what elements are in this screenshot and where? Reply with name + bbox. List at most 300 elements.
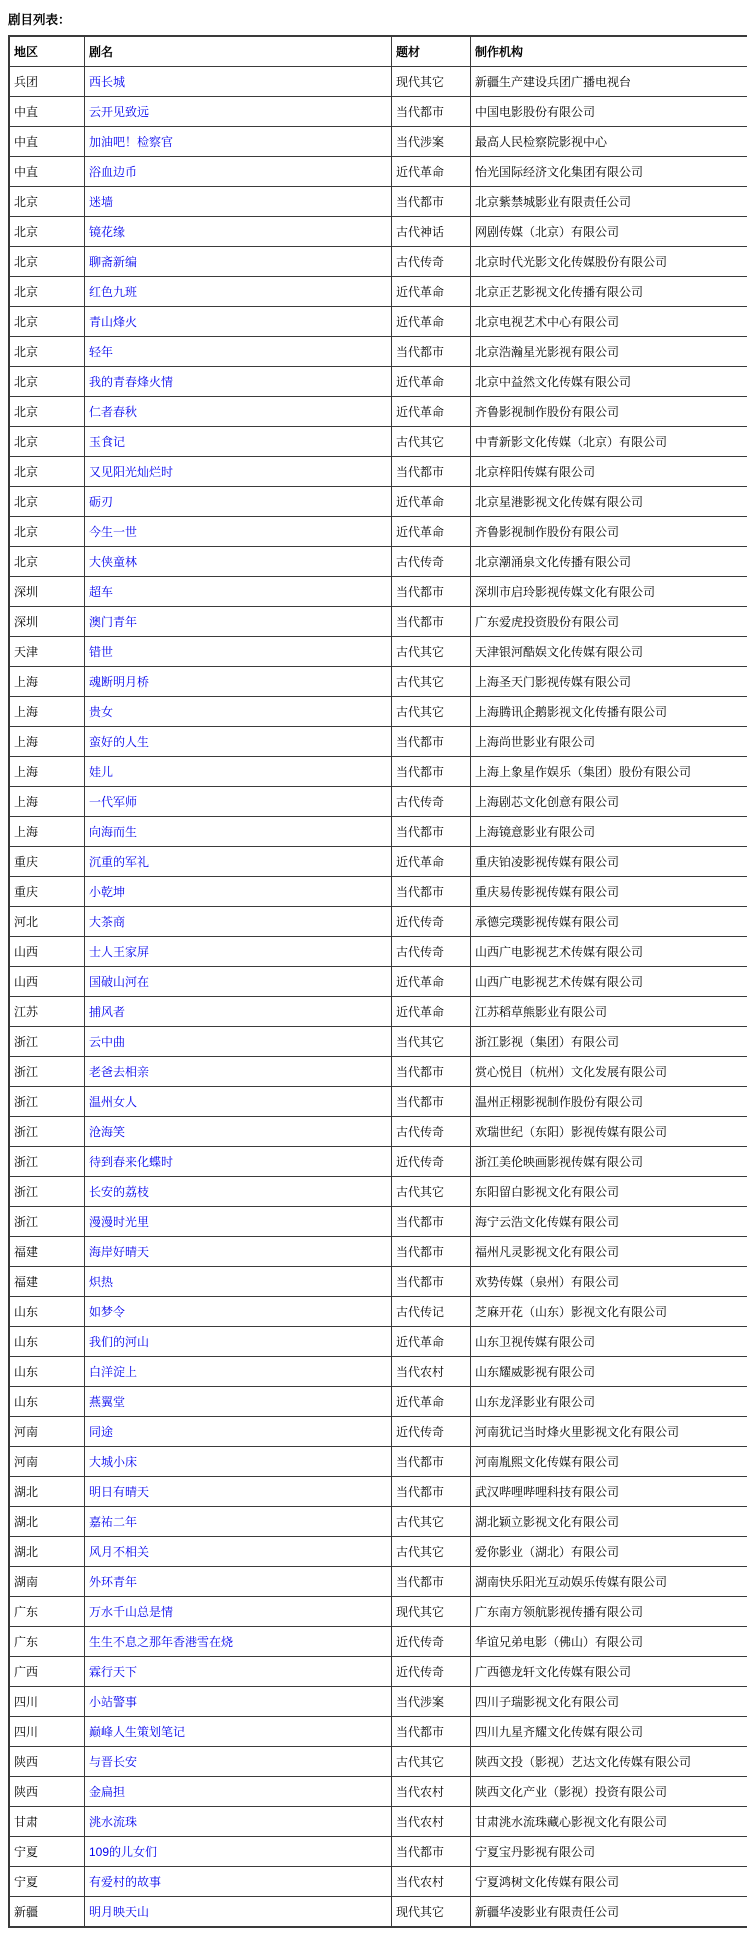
genre-cell: 当代都市 [392,457,471,487]
genre-cell: 当代都市 [392,1717,471,1747]
producer-cell: 中青新影文化传媒（北京）有限公司 [471,427,747,457]
region-cell: 中直 [9,127,85,157]
drama-title-link[interactable]: 炽热 [89,1275,113,1289]
table-row [9,967,747,997]
table-row [9,337,747,367]
producer-cell: 北京潮涌泉文化传播有限公司 [471,547,747,577]
title-cell [85,1747,392,1777]
drama-title-link[interactable]: 超车 [89,585,113,599]
genre-cell: 近代革命 [392,277,471,307]
region-cell: 湖北 [9,1477,85,1507]
region-cell: 浙江 [9,1057,85,1087]
genre-cell: 当代涉案 [392,1687,471,1717]
genre-cell: 近代革命 [392,1387,471,1417]
producer-cell: 陕西文投（影视）艺达文化传媒有限公司 [471,1747,747,1777]
producer-cell: 上海尚世影业有限公司 [471,727,747,757]
region-cell: 上海 [9,727,85,757]
region-cell: 北京 [9,187,85,217]
region-cell: 四川 [9,1717,85,1747]
drama-title-link[interactable]: 温州女人 [89,1095,137,1109]
title-cell [85,1027,392,1057]
program-table-header [9,36,747,67]
title-cell [85,907,392,937]
title-cell [85,277,392,307]
title-cell [85,1177,392,1207]
table-row [9,97,747,127]
table-row [9,607,747,637]
genre-cell: 古代传奇 [392,1117,471,1147]
drama-title-link[interactable]: 我们的河山 [89,1335,149,1349]
region-cell: 河北 [9,907,85,937]
region-cell: 浙江 [9,1027,85,1057]
table-row [9,307,747,337]
title-cell [85,217,392,247]
genre-cell: 当代都市 [392,1057,471,1087]
producer-cell: 湖南快乐阳光互动娱乐传媒有限公司 [471,1567,747,1597]
region-cell: 北京 [9,367,85,397]
producer-cell: 欢势传媒（泉州）有限公司 [471,1267,747,1297]
genre-cell: 近代传奇 [392,1147,471,1177]
drama-title-link[interactable]: 浴血边币 [89,165,137,179]
table-row [9,877,747,907]
table-row [9,1297,747,1327]
genre-cell: 古代其它 [392,1537,471,1567]
producer-cell: 广西德龙轩文化传媒有限公司 [471,1657,747,1687]
region-cell: 上海 [9,697,85,727]
producer-cell: 怡光国际经济文化集团有限公司 [471,157,747,187]
table-row [9,1747,747,1777]
title-cell [85,697,392,727]
genre-cell: 古代神话 [392,217,471,247]
drama-title-link[interactable]: 有爱村的故事 [89,1875,161,1889]
table-row [9,367,747,397]
drama-title-link[interactable]: 漫漫时光里 [89,1215,149,1229]
title-cell [85,337,392,367]
region-cell: 浙江 [9,1207,85,1237]
region-cell: 山东 [9,1327,85,1357]
title-cell [85,1837,392,1867]
genre-cell: 古代传奇 [392,247,471,277]
drama-title-link[interactable]: 如梦令 [89,1305,125,1319]
table-row [9,1237,747,1267]
drama-title-link[interactable]: 西长城 [89,75,125,89]
genre-cell: 近代革命 [392,157,471,187]
table-row [9,157,747,187]
region-cell: 北京 [9,487,85,517]
genre-cell: 当代都市 [392,1087,471,1117]
producer-cell: 浙江美伦映画影视传媒有限公司 [471,1147,747,1177]
region-cell: 四川 [9,1687,85,1717]
drama-title-link[interactable]: 仁者春秋 [89,405,137,419]
producer-cell: 芝麻开花（山东）影视文化有限公司 [471,1297,747,1327]
drama-title-link[interactable]: 与晋长安 [89,1755,137,1769]
genre-cell: 近代革命 [392,967,471,997]
drama-title-link[interactable]: 明日有晴天 [89,1485,149,1499]
region-cell: 上海 [9,787,85,817]
producer-cell: 北京中益然文化传媒有限公司 [471,367,747,397]
region-cell: 湖南 [9,1567,85,1597]
title-cell [85,1807,392,1837]
title-cell [85,1237,392,1267]
producer-cell: 东阳留白影视文化有限公司 [471,1177,747,1207]
drama-title-link[interactable]: 加油吧！检察官 [89,135,173,149]
region-cell: 山西 [9,967,85,997]
table-row [9,847,747,877]
table-row [9,487,747,517]
genre-cell: 当代涉案 [392,127,471,157]
producer-cell: 武汉哔哩哔哩科技有限公司 [471,1477,747,1507]
title-cell [85,1567,392,1597]
header-row [9,36,747,67]
region-cell: 北京 [9,337,85,367]
title-cell [85,997,392,1027]
table-row [9,1447,747,1477]
title-cell [85,67,392,97]
genre-cell: 古代其它 [392,637,471,667]
region-cell: 浙江 [9,1147,85,1177]
genre-cell: 近代传奇 [392,1657,471,1687]
genre-cell: 当代都市 [392,1447,471,1477]
genre-cell: 古代其它 [392,1747,471,1777]
genre-cell: 当代都市 [392,817,471,847]
table-row [9,577,747,607]
drama-title-link[interactable]: 砺刃 [89,495,113,509]
title-cell [85,1447,392,1477]
producer-cell: 爱你影业（湖北）有限公司 [471,1537,747,1567]
region-cell: 宁夏 [9,1867,85,1897]
table-row [9,907,747,937]
title-cell [85,157,392,187]
region-cell: 北京 [9,397,85,427]
drama-title-link[interactable]: 云中曲 [89,1035,125,1049]
region-cell: 浙江 [9,1117,85,1147]
program-table [8,35,747,1928]
table-row [9,427,747,457]
drama-title-link[interactable]: 白洋淀上 [89,1365,137,1379]
producer-cell: 上海圣天门影视传媒有限公司 [471,667,747,697]
genre-cell: 近代传奇 [392,1417,471,1447]
region-cell: 上海 [9,757,85,787]
genre-cell: 当代都市 [392,1567,471,1597]
drama-title-link[interactable]: 魂断明月桥 [89,675,149,689]
drama-title-link[interactable]: 沧海笑 [89,1125,125,1139]
title-cell [85,877,392,907]
drama-title-link[interactable]: 小乾坤 [89,885,125,899]
producer-cell: 江苏稻草熊影业有限公司 [471,997,747,1027]
table-row [9,1777,747,1807]
genre-cell: 古代传记 [392,1297,471,1327]
table-row [9,1807,747,1837]
producer-cell: 上海镜意影业有限公司 [471,817,747,847]
genre-cell: 当代都市 [392,1237,471,1267]
drama-title-link[interactable]: 海岸好晴天 [89,1245,149,1259]
table-row [9,1597,747,1627]
region-cell: 中直 [9,157,85,187]
producer-cell: 陕西文化产业（影视）投资有限公司 [471,1777,747,1807]
genre-cell: 近代革命 [392,517,471,547]
title-cell [85,187,392,217]
producer-cell: 齐鲁影视制作股份有限公司 [471,397,747,427]
drama-title-link[interactable]: 轻年 [89,345,113,359]
drama-title-link[interactable]: 万水千山总是情 [89,1605,173,1619]
producer-cell: 上海上象星作娱乐（集团）股份有限公司 [471,757,747,787]
producer-cell: 深圳市启玲影视传媒文化有限公司 [471,577,747,607]
producer-cell: 中国电影股份有限公司 [471,97,747,127]
region-cell: 北京 [9,307,85,337]
drama-title-link[interactable]: 大城小床 [89,1455,137,1469]
drama-title-link[interactable]: 云开见致远 [89,105,149,119]
region-cell: 上海 [9,667,85,697]
region-cell: 深圳 [9,607,85,637]
producer-cell: 宁夏鸿树文化传媒有限公司 [471,1867,747,1897]
title-cell [85,1417,392,1447]
genre-cell: 现代其它 [392,1897,471,1928]
drama-title-link[interactable]: 红色九班 [89,285,137,299]
title-cell [85,967,392,997]
genre-cell: 当代都市 [392,1837,471,1867]
region-cell: 山东 [9,1357,85,1387]
drama-title-link[interactable]: 明月映天山 [89,1905,149,1919]
producer-cell: 北京电视艺术中心有限公司 [471,307,747,337]
table-row [9,1897,747,1928]
region-cell: 广西 [9,1657,85,1687]
drama-title-link[interactable]: 大侠童林 [89,555,137,569]
producer-cell: 新疆华凌影业有限责任公司 [471,1897,747,1928]
region-cell: 山东 [9,1297,85,1327]
region-cell: 江苏 [9,997,85,1027]
drama-title-link[interactable]: 同途 [89,1425,113,1439]
region-cell: 山东 [9,1387,85,1417]
table-row [9,667,747,697]
region-cell: 重庆 [9,877,85,907]
region-cell: 北京 [9,457,85,487]
producer-cell: 北京正艺影视文化传播有限公司 [471,277,747,307]
title-cell [85,1627,392,1657]
table-row [9,1057,747,1087]
drama-title-link[interactable]: 巅峰人生策划笔记 [89,1725,185,1739]
drama-title-link[interactable]: 捕风者 [89,1005,125,1019]
drama-title-link[interactable]: 长安的荔枝 [89,1185,149,1199]
title-cell [85,247,392,277]
drama-title-link[interactable]: 娃儿 [89,765,113,779]
region-cell: 重庆 [9,847,85,877]
title-cell [85,1057,392,1087]
table-row [9,1327,747,1357]
table-row [9,727,747,757]
title-cell [85,607,392,637]
drama-title-link[interactable]: 向海而生 [89,825,137,839]
drama-title-link[interactable]: 生生不息之那年香港雪在烧 [89,1635,233,1649]
title-cell [85,847,392,877]
table-row [9,1687,747,1717]
genre-cell: 当代农村 [392,1807,471,1837]
drama-title-link[interactable]: 大茶商 [89,915,125,929]
title-cell [85,517,392,547]
table-row [9,1147,747,1177]
drama-title-link[interactable]: 燕翼堂 [89,1395,125,1409]
header-title: 剧名 [85,36,392,67]
title-cell [85,127,392,157]
region-cell: 陕西 [9,1747,85,1777]
title-cell [85,397,392,427]
drama-title-link[interactable]: 贵女 [89,705,113,719]
producer-cell: 新疆生产建设兵团广播电视台 [471,67,747,97]
region-cell: 广东 [9,1597,85,1627]
table-row [9,1657,747,1687]
drama-title-link[interactable]: 我的青春烽火情 [89,375,173,389]
producer-cell: 最高人民检察院影视中心 [471,127,747,157]
producer-cell: 齐鲁影视制作股份有限公司 [471,517,747,547]
genre-cell: 当代都市 [392,1477,471,1507]
genre-cell: 近代革命 [392,367,471,397]
producer-cell: 湖北颖立影视文化有限公司 [471,1507,747,1537]
region-cell: 上海 [9,817,85,847]
producer-cell: 甘肃洮水流珠藏心影视文化有限公司 [471,1807,747,1837]
table-row [9,1027,747,1057]
title-cell [85,427,392,457]
region-cell: 广东 [9,1627,85,1657]
producer-cell: 河南胤熙文化传媒有限公司 [471,1447,747,1477]
genre-cell: 近代传奇 [392,1627,471,1657]
genre-cell: 古代传奇 [392,937,471,967]
drama-title-link[interactable]: 蛮好的人生 [89,735,149,749]
drama-title-link[interactable]: 镜花缘 [89,225,125,239]
table-row [9,187,747,217]
drama-title-link[interactable]: 洮水流珠 [89,1815,137,1829]
producer-cell: 温州正栩影视制作股份有限公司 [471,1087,747,1117]
drama-title-link[interactable]: 老爸去相亲 [89,1065,149,1079]
drama-title-link[interactable]: 国破山河在 [89,975,149,989]
title-cell [85,787,392,817]
title-cell [85,817,392,847]
table-row [9,787,747,817]
producer-cell: 天津银河酷娱文化传媒有限公司 [471,637,747,667]
producer-cell: 网剧传媒（北京）有限公司 [471,217,747,247]
region-cell: 河南 [9,1417,85,1447]
producer-cell: 北京时代光影文化传媒股份有限公司 [471,247,747,277]
title-cell [85,1507,392,1537]
genre-cell: 近代革命 [392,307,471,337]
title-cell [85,1867,392,1897]
drama-title-link[interactable]: 迷墙 [89,195,113,209]
genre-cell: 古代其它 [392,1177,471,1207]
region-cell: 北京 [9,217,85,247]
drama-title-link[interactable]: 外环青年 [89,1575,137,1589]
title-cell [85,97,392,127]
region-cell: 深圳 [9,577,85,607]
producer-cell: 山西广电影视艺术传媒有限公司 [471,967,747,997]
title-cell [85,1357,392,1387]
producer-cell: 承德完璞影视传媒有限公司 [471,907,747,937]
table-row [9,457,747,487]
title-cell [85,1147,392,1177]
drama-title-link[interactable]: 一代军师 [89,795,137,809]
drama-title-link[interactable]: 109的儿女们 [89,1845,157,1859]
table-row [9,1717,747,1747]
drama-title-link[interactable]: 聊斋新编 [89,255,137,269]
genre-cell: 现代其它 [392,67,471,97]
producer-cell: 福州凡灵影视文化有限公司 [471,1237,747,1267]
drama-title-link[interactable]: 金扁担 [89,1785,125,1799]
producer-cell: 上海腾讯企鹅影视文化传播有限公司 [471,697,747,727]
table-row [9,1537,747,1567]
drama-title-link[interactable]: 青山烽火 [89,315,137,329]
region-cell: 北京 [9,277,85,307]
genre-cell: 近代传奇 [392,907,471,937]
genre-cell: 当代都市 [392,877,471,907]
genre-cell: 古代传奇 [392,787,471,817]
producer-cell: 宁夏宝丹影视有限公司 [471,1837,747,1867]
title-cell [85,1657,392,1687]
title-cell [85,1597,392,1627]
producer-cell: 四川九星齐耀文化传媒有限公司 [471,1717,747,1747]
producer-cell: 欢瑞世纪（东阳）影视传媒有限公司 [471,1117,747,1147]
drama-title-link[interactable]: 士人王家屏 [89,945,149,959]
region-cell: 福建 [9,1267,85,1297]
title-cell [85,727,392,757]
title-cell [85,1387,392,1417]
drama-title-link[interactable]: 小站警事 [89,1695,137,1709]
producer-cell: 海宁云浩文化传媒有限公司 [471,1207,747,1237]
title-cell [85,1537,392,1567]
title-cell [85,1327,392,1357]
producer-cell: 山东龙泽影业有限公司 [471,1387,747,1417]
genre-cell: 古代传奇 [392,547,471,577]
genre-cell: 当代都市 [392,337,471,367]
drama-title-link[interactable]: 又见阳光灿烂时 [89,465,173,479]
table-row [9,1117,747,1147]
drama-title-link[interactable]: 澳门青年 [89,615,137,629]
producer-cell: 北京星港影视文化传媒有限公司 [471,487,747,517]
title-cell [85,937,392,967]
genre-cell: 古代其它 [392,667,471,697]
drama-title-link[interactable]: 今生一世 [89,525,137,539]
drama-title-link[interactable]: 风月不相关 [89,1545,149,1559]
title-cell [85,1207,392,1237]
genre-cell: 近代革命 [392,997,471,1027]
genre-cell: 当代农村 [392,1357,471,1387]
genre-cell: 当代农村 [392,1867,471,1897]
drama-title-link[interactable]: 霖行天下 [89,1665,137,1679]
title-cell [85,577,392,607]
producer-cell: 北京浩瀚星光影视有限公司 [471,337,747,367]
region-cell: 甘肃 [9,1807,85,1837]
region-cell: 浙江 [9,1087,85,1117]
header-region: 地区 [9,36,85,67]
table-row [9,1387,747,1417]
drama-title-link[interactable]: 嘉祐二年 [89,1515,137,1529]
drama-title-link[interactable]: 错世 [89,645,113,659]
region-cell: 北京 [9,247,85,277]
title-cell [85,667,392,697]
table-row [9,1177,747,1207]
title-cell [85,1777,392,1807]
region-cell: 北京 [9,427,85,457]
title-cell [85,1087,392,1117]
table-row [9,1417,747,1447]
table-row [9,1567,747,1597]
producer-cell: 山西广电影视艺术传媒有限公司 [471,937,747,967]
table-row [9,217,747,247]
table-row [9,517,747,547]
region-cell: 北京 [9,517,85,547]
drama-title-link[interactable]: 沉重的军礼 [89,855,149,869]
table-row [9,247,747,277]
table-row [9,1837,747,1867]
title-cell [85,1297,392,1327]
drama-title-link[interactable]: 玉食记 [89,435,125,449]
drama-title-link[interactable]: 待到春来化蝶时 [89,1155,173,1169]
